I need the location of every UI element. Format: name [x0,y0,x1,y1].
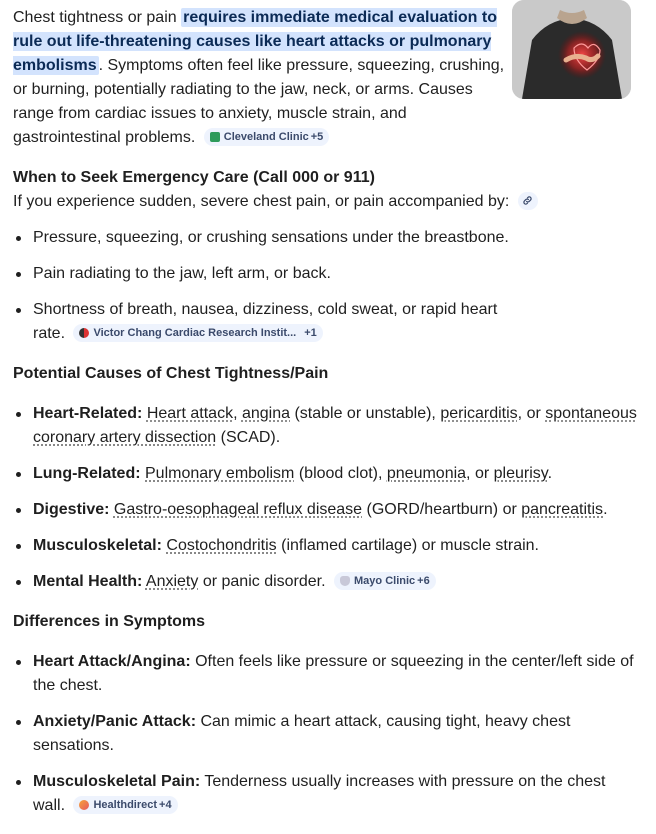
differences-heading: Differences in Symptoms [13,613,206,630]
term-link[interactable]: Costochondritis [166,537,277,554]
source-chip-label: Cleveland Clinic [223,130,309,143]
intro-text-before: Chest tightness or pain [13,9,182,26]
mayo-clinic-icon [340,576,350,586]
list-item: Shortness of breath, nausea, dizziness, cold sweat, or rapid heart rate. Victor Chang Cardiac Research Instit... +1 [13,298,503,346]
list-item: Pressure, squeezing, or crushing sensations under the breastbone. [13,226,643,250]
source-chip-cleveland-clinic[interactable] [204,128,330,146]
intro-highlight: requires immediate medical evaluation to rule out life-threatening causes like heart attacks or pulmonary embolisms [13,9,497,74]
term-link[interactable]: pericarditis [440,405,518,422]
list-item: Pain radiating to the jaw, left arm, or back. [13,262,643,286]
source-chip-label: Mayo Clinic [354,574,416,587]
source-chip-label: Healthdirect [93,798,158,811]
intro-text-after: . Symptoms often feel like pressure, squeezing, crushing, or burning, potentially radiating to the jaw, neck, or arms. Causes range from cardiac issues to anxiety, muscle strain, and gastrointestinal problems. [13,57,505,146]
list-item: Digestive: Gastro-oesophageal reflux disease (GORD/heartburn) or pancreatitis. [13,498,643,522]
causes-heading: Potential Causes of Chest Tightness/Pain [13,365,329,382]
term-link[interactable]: spontaneous coronary artery dissection [33,405,637,446]
emergency-lead [13,190,643,214]
source-chip-count: +6 [417,574,430,587]
source-chip-healthdirect[interactable] [73,796,177,814]
list-item: Heart-Related: Heart attack, angina (stable or unstable), pericarditis, or spontaneous coronary artery dissection (SCAD). [13,402,643,450]
list-item: Anxiety/Panic Attack: Can mimic a heart attack, causing tight, heavy chest sensations. [13,710,593,758]
emergency-heading: When to Seek Emergency Care (Call 000 or 911) [13,169,375,186]
term-link[interactable]: pneumonia [386,465,467,482]
term-link[interactable]: Pulmonary embolism [145,465,295,482]
source-chip-count: +1 [304,326,317,339]
list-item: Musculoskeletal Pain: Tenderness usually increases with pressure on the chest wall. Healthdirect +4 [13,770,623,818]
list-item: Mental Health: Anxiety or panic disorder. Mayo Clinic +6 [13,570,643,594]
causes-list [13,402,643,594]
term-link[interactable]: Gastro-oesophageal reflux disease [113,501,363,518]
cleveland-clinic-icon [210,132,220,142]
victor-chang-icon [79,328,89,338]
source-chip-mayo-clinic[interactable] [334,572,436,590]
list-item: Heart Attack/Angina: Often feels like pressure or squeezing in the center/left side of the chest. [13,650,643,698]
term-link[interactable]: Heart attack [146,405,234,422]
differences-list [13,650,643,818]
term-link[interactable]: angina [241,405,291,422]
term-link[interactable]: pleurisy [493,465,548,482]
link-icon[interactable] [518,192,538,210]
source-chip-count: +5 [310,130,324,143]
list-item: Lung-Related: Pulmonary embolism (blood clot), pneumonia, or pleurisy. [13,462,643,486]
healthdirect-icon [79,800,89,810]
list-item: Musculoskeletal: Costochondritis (inflamed cartilage) or muscle strain. [13,534,643,558]
intro-paragraph [13,6,513,150]
source-chip-label: Victor Chang Cardiac Research Instit... [93,326,297,339]
term-link[interactable]: Anxiety [145,573,199,590]
emergency-list [13,226,643,346]
source-chip-count: +4 [159,798,172,811]
term-link[interactable]: pancreatitis [521,501,604,518]
emergency-lead-text: If you experience sudden, severe chest pain, or pain accompanied by: [13,193,510,210]
source-chip-victor-chang[interactable] [73,324,322,342]
